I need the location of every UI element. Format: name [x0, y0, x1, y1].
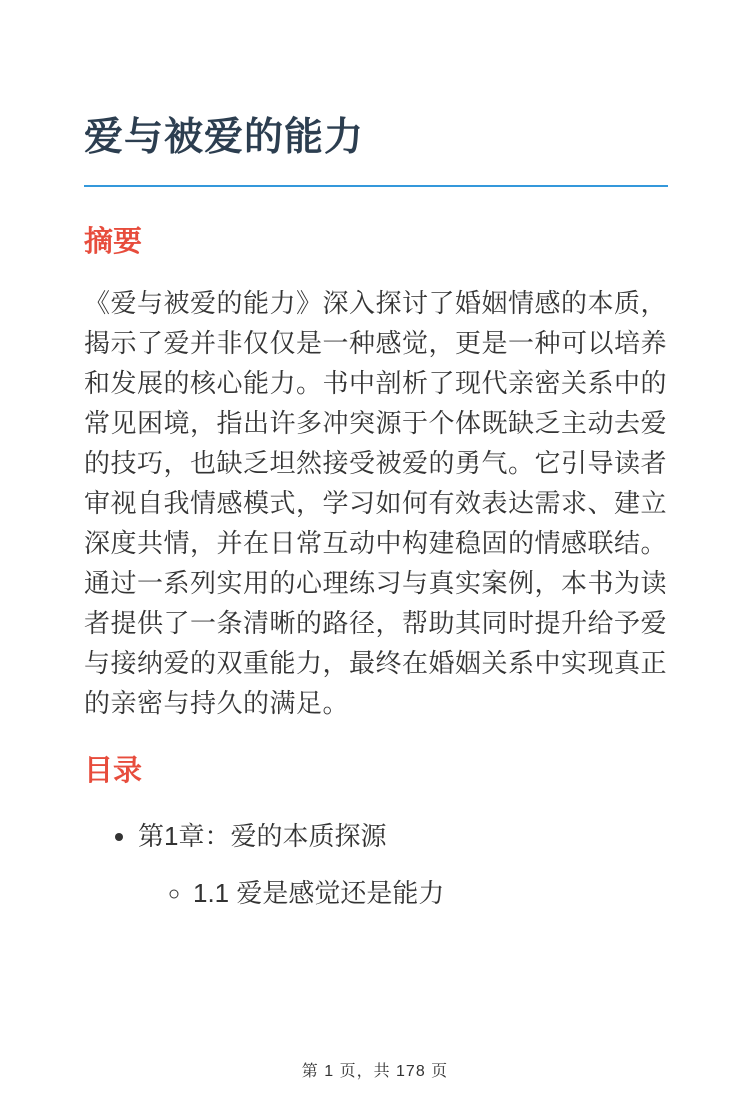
abstract-heading: 摘要	[84, 226, 143, 258]
toc-list	[84, 816, 668, 913]
toc-item-chapter-1	[138, 816, 668, 913]
page-number-footer: 第 1 页，共 178 页	[301, 1063, 449, 1080]
document-page	[0, 114, 750, 1114]
toc-sublist	[138, 873, 668, 913]
toc-item-label: 第1章：爱的本质探源	[138, 821, 387, 851]
toc-heading: 目录	[84, 755, 143, 787]
toc-item-section-1-1	[193, 873, 668, 913]
toc-subitem-label: 1.1 爱是感觉还是能力	[193, 878, 445, 908]
page-title: 爱与被爱的能力	[84, 116, 365, 159]
abstract-paragraph: 《爱与被爱的能力》深入探讨了婚姻情感的本质，揭示了爱并非仅仅是一种感觉，更是一种可以培养和发展的核心能力。书中剖析了现代亲密关系中的常见困境，指出许多冲突源于个体既缺乏主动去爱的技巧，也缺乏坦然接受被爱的勇气。它引导读者审视自我情感模式，学习如何有效表达需求、建立深度共情，并在日常互动中构建稳固的情感联结。通过一系列实用的心理练习与真实案例，本书为读者提供了一条清晰的路径，帮助其同时提升给予爱与接纳爱的双重能力，最终在婚姻关系中实现真正的亲密与持久的满足。	[84, 288, 668, 718]
title-divider	[84, 185, 668, 187]
